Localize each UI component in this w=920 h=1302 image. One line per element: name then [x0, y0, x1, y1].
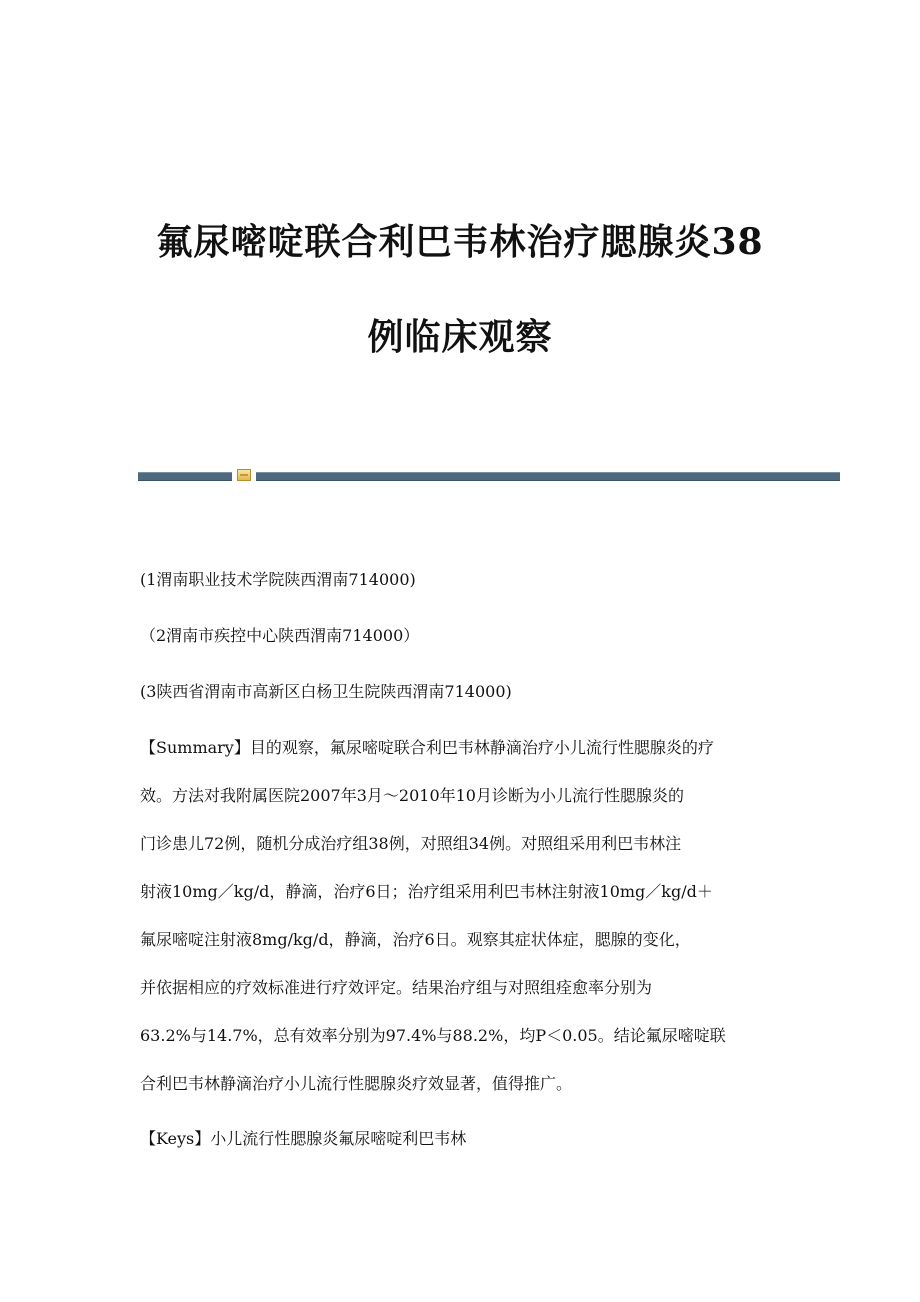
summary-line: 合利巴韦林静滴治疗小儿流行性腮腺炎疗效显著，值得推广。 — [140, 1074, 573, 1093]
title-divider — [138, 469, 840, 481]
divider-bar-left — [138, 472, 232, 481]
divider-bar-right — [256, 472, 840, 481]
affiliation-2: （2渭南市疾控中心陕西渭南714000） — [140, 626, 420, 645]
summary-line: 【Summary】目的观察，氟尿嘧啶联合利巴韦林静滴治疗小儿流行性腮腺炎的疗 — [140, 738, 714, 757]
summary-line: 并依据相应的疗效标准进行疗效评定。结果治疗组与对照组痊愈率分别为 — [140, 978, 653, 997]
affiliation-1: (1渭南职业技术学院陕西渭南714000) — [140, 570, 416, 589]
summary-line: 氟尿嘧啶注射液8mg/kg/d，静滴，治疗6日。观察其症状体症，腮腺的变化， — [140, 930, 691, 949]
summary-line: 63.2%与14.7%，总有效率分别为97.4%与88.2%，均P＜0.05。结论氟尿嘧啶联 — [140, 1026, 726, 1045]
affiliation-3: (3陕西省渭南市高新区白杨卫生院陕西渭南714000) — [140, 682, 512, 701]
summary-line: 门诊患儿72例，随机分成治疗组38例，对照组34例。对照组采用利巴韦林注 — [140, 834, 682, 853]
summary-line: 射液10mg／kg/d，静滴，治疗6日；治疗组采用利巴韦林注射液10mg／kg/d＋ — [140, 882, 713, 901]
keywords-line: 【Keys】小儿流行性腮腺炎氟尿嘧啶利巴韦林 — [140, 1129, 467, 1148]
summary-paragraph — [140, 738, 780, 1122]
title-line-2: 例临床观察 — [367, 316, 553, 358]
divider-ornament-icon — [237, 469, 251, 481]
title-line-1: 氟尿嘧啶联合利巴韦林治疗腮腺炎38 — [156, 221, 764, 263]
summary-line: 效。方法对我附属医院2007年3月～2010年10月诊断为小儿流行性腮腺炎的 — [140, 786, 684, 805]
